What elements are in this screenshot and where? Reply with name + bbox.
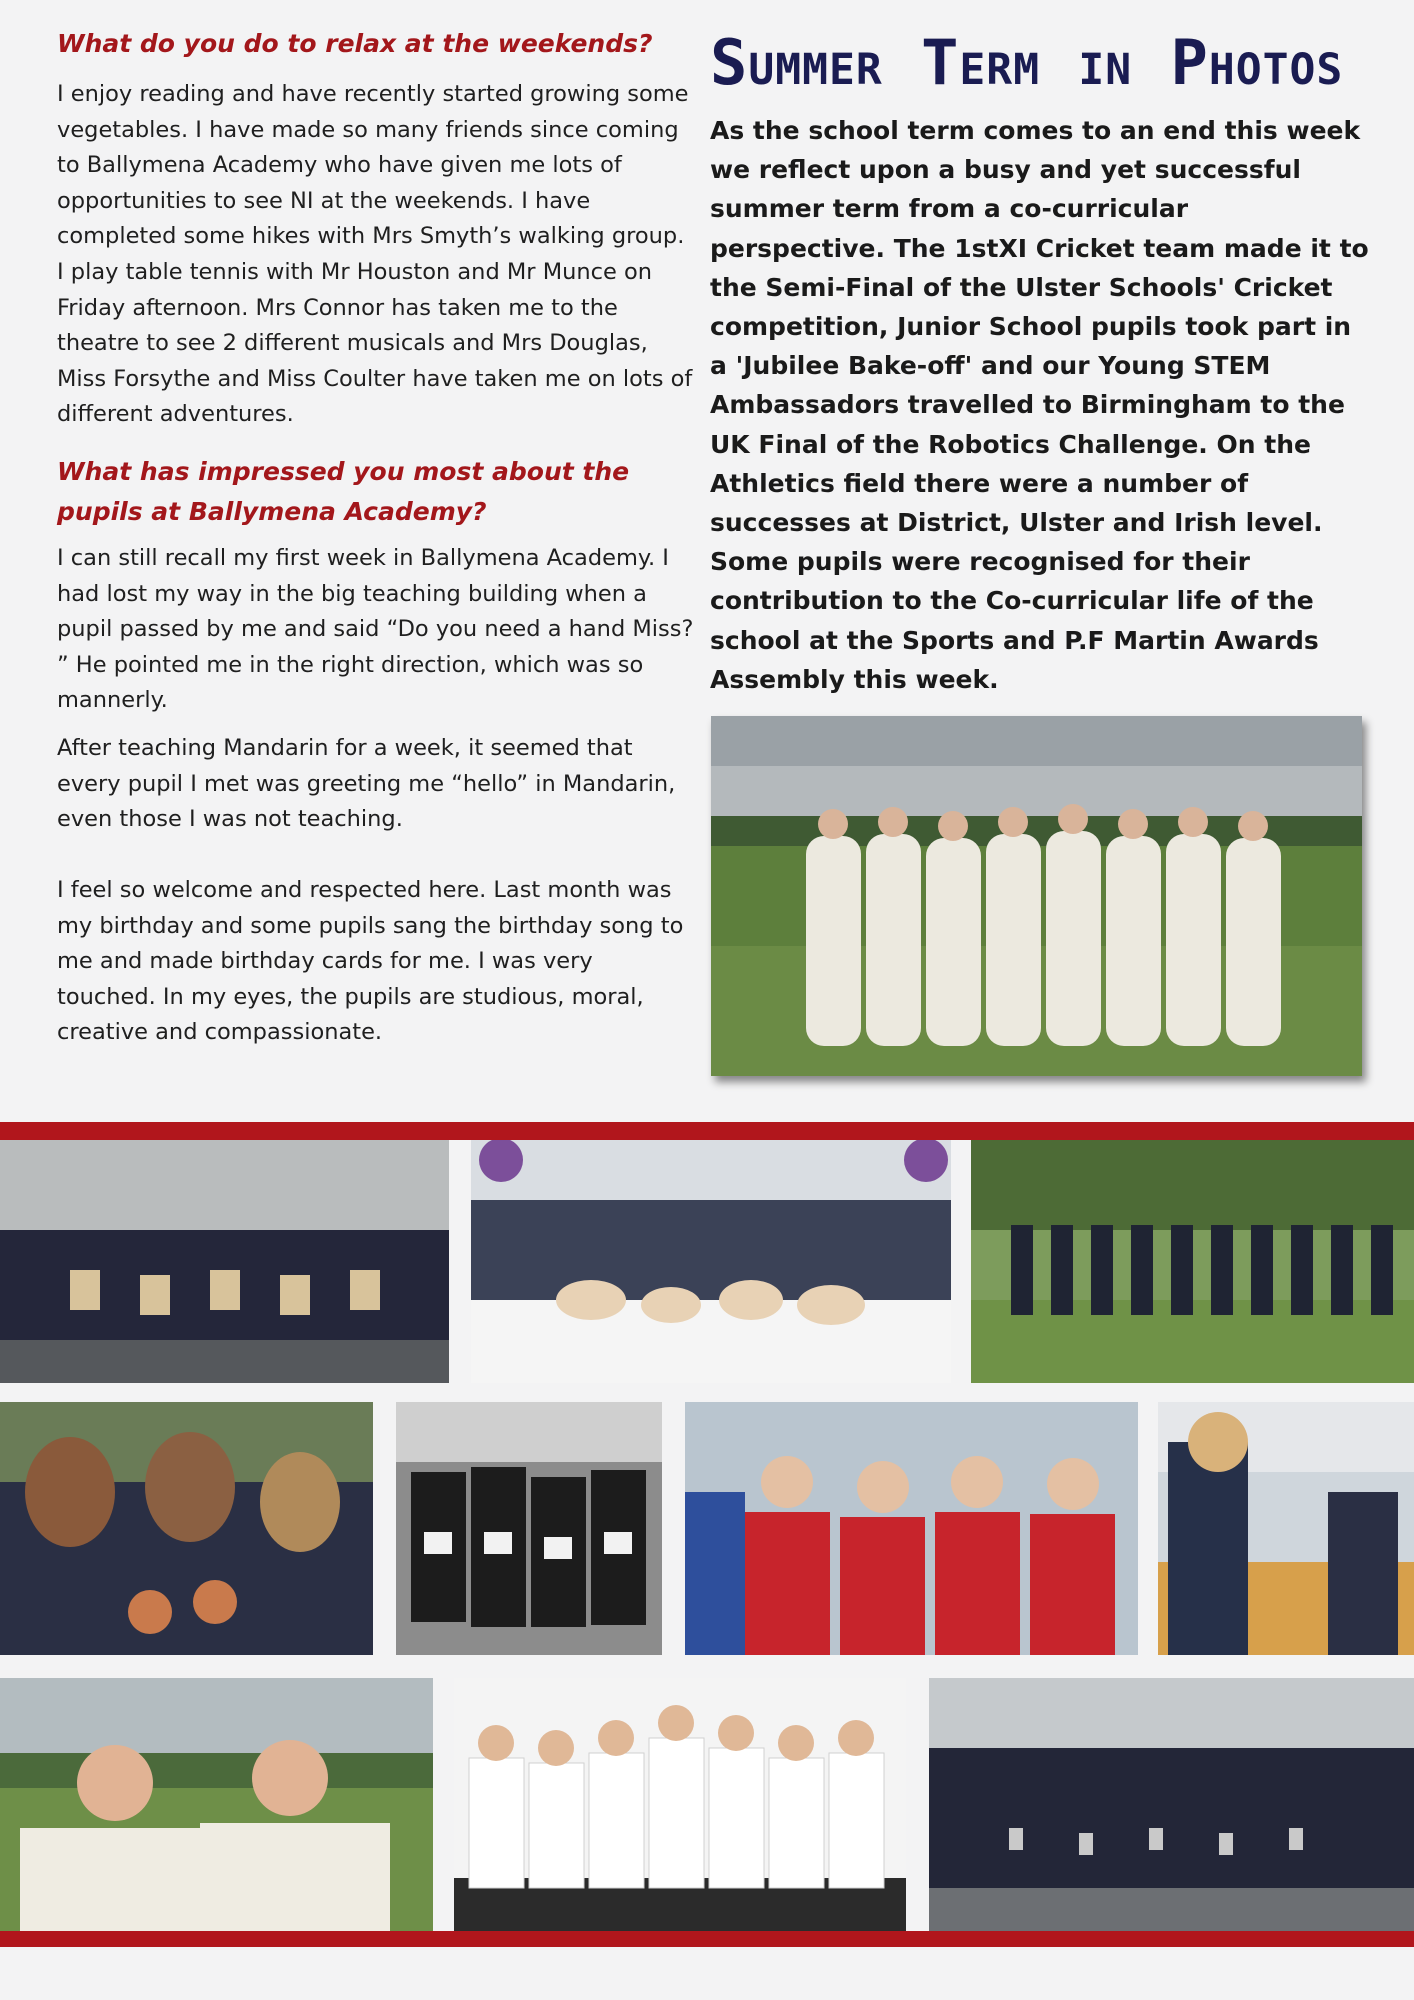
question-heading-weekends: What do you do to relax at the weekends?: [57, 29, 653, 58]
intro-paragraph: As the school term comes to an end this week we reflect upon a busy and yet successful summer term from a co-curricular perspective. The 1stXI Cricket team made it to the Semi-Final of the Ulster Schools' Cricket competition, Junior School pupils took part in a 'Jubilee Bake-off' and our Young STEM Ambassadors travelled to Birmingham to the UK Final of the Robotics Challenge. On the Athletics field there were a number of successes at District, Ulster and Irish level. Some pupils were recognised for their contribution to the Co-curricular life of the school at the Sports and P.F Martin Awards Assembly this week.: [710, 116, 1369, 694]
cricket-team-photo: [711, 716, 1362, 1076]
athletics-medalists-photo: [685, 1402, 1138, 1655]
red-divider-bottom: [0, 1931, 1414, 1947]
awards-group-photo: [0, 1140, 449, 1383]
question-heading-pupils: What has impressed you most about the pupils at Ballymena Academy?: [57, 457, 630, 526]
bake-off-photo: [471, 1140, 951, 1383]
planting-pupils-photo: [0, 1402, 373, 1655]
relay-team-bw-photo: [396, 1402, 662, 1655]
red-divider-top: [0, 1122, 1414, 1140]
athletics-group-photo: [971, 1140, 1414, 1383]
answer-mandarin: After teaching Mandarin for a week, it seemed that every pupil I met was greeting me “hello” in Mandarin, even those I was not teaching.: [57, 735, 676, 833]
answer-welcome: I feel so welcome and respected here. Last month was my birthday and some pupils sang the birthday song to me and made birthday cards for me. I was very touched. In my eyes, the pupils are studious, moral, creative and compassionate.: [57, 877, 684, 1046]
page-title: Summer Term in Photos: [710, 26, 1344, 99]
answer-weekends: I enjoy reading and have recently started growing some vegetables. I have made so many friends since coming to Ballymena Academy who have given me lots of opportunities to see NI at the weekends. I have completed some hikes with Mrs Smyth’s walking group. I play table tennis with Mr Houston and Mr Munce on Friday afternoon. Mrs Connor has taken me to the theatre to see 2 different musicals and Mrs Douglas, Miss Forsythe and Miss Coulter have taken me on lots of different adventures.: [57, 81, 693, 428]
awards-assembly-photo: [929, 1678, 1414, 1931]
stem-robotics-photo: [454, 1678, 906, 1931]
cricket-pair-photo: [0, 1678, 433, 1931]
answer-first-week: I can still recall my first week in Ballymena Academy. I had lost my way in the big teaching building when a pupil passed by me and said “Do you need a hand Miss? ” He pointed me in the right direction, which was so mannerly.: [57, 545, 694, 714]
cooking-class-photo: [1158, 1402, 1414, 1655]
